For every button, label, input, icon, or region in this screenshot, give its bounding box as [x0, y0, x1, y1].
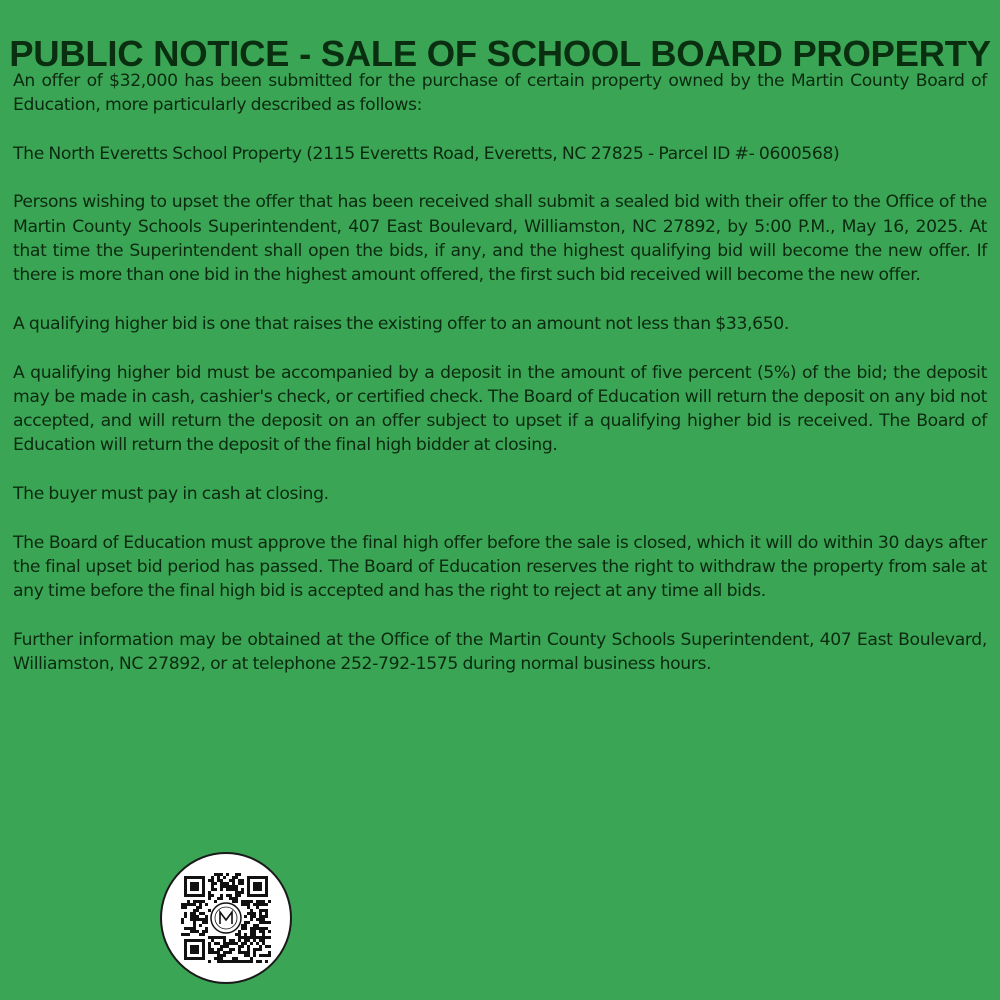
paragraph-qualifying-amount: A qualifying higher bid is one that raises the existing offer to an amount not less than $33,650. [13, 313, 790, 334]
paragraph-property: The North Everetts School Property (2115 Everetts Road, Everetts, NC 27825 - Parcel ID #- 0600568) [13, 143, 840, 164]
notice-body [13, 69, 987, 676]
paragraph-deposit: A qualifying higher bid must be accompanied by a deposit in the amount of five percent (5%) of the bid; the deposit may be made in cash, cashier's check, or certified check. The Board of Education will return the deposit on any bid not accepted, and will return the deposit on an offer subject to upset if a qualifying higher bid is received. The Board of Education will return the deposit of the final high bidder at closing. [13, 362, 987, 456]
paragraph-approval: The Board of Education must approve the final high offer before the sale is closed, which it will do within 30 days after the final upset bid period has passed. The Board of Education reserves the right to withdraw the property from sale at any time before the final high bid is accepted and has the right to reject at any time all bids. [13, 532, 987, 602]
notice-title: PUBLIC NOTICE - SALE OF SCHOOL BOARD PROPERTY [9, 33, 991, 75]
finder-top-left [184, 876, 205, 897]
paragraph-offer: An offer of $32,000 has been submitted for the purchase of certain property owned by the Martin County Board of Education, more particularly described as follows: [13, 71, 987, 116]
qr-code-icon [162, 854, 290, 982]
school-seal-logo [211, 903, 241, 933]
paragraph-payment: The buyer must pay in cash at closing. [13, 484, 329, 505]
finder-top-right [247, 876, 268, 897]
paragraph-upset-bid-instructions: Persons wishing to upset the offer that has been received shall submit a sealed bid with their offer to the Office of the Martin County Schools Superintendent, 407 East Boulevard, Williamston, NC 27892, by 5:00 P.M., May 16, 2025. At that time the Superintendent shall open the bids, if any, and the highest qualifying bid will become the new offer. If there is more than one bid in the highest amount offered, the first such bid received will become the new offer. [13, 192, 987, 286]
qr-code-badge[interactable] [160, 852, 292, 984]
paragraph-contact: Further information may be obtained at the Office of the Martin County Schools Superintendent, 407 East Boulevard, Williamston, NC 27892, or at telephone 252-792-1575 during normal business hours. [13, 629, 987, 675]
finder-bottom-left [184, 939, 205, 960]
